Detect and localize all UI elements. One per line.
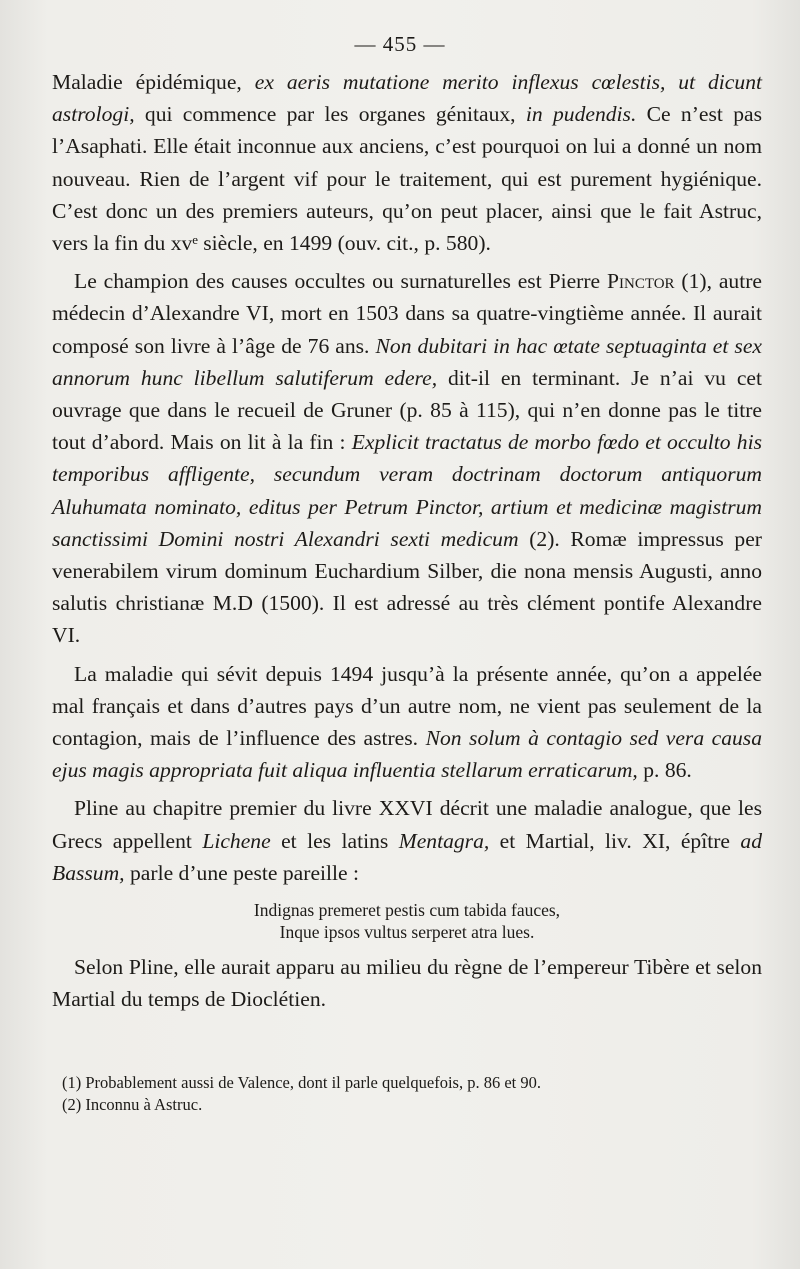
footnotes	[62, 1072, 762, 1116]
footnote-2: (2) Inconnu à Astruc.	[62, 1095, 203, 1114]
italic-text: Non dubitari in hac œtate septuaginta et sex annorum hunc libellum salutiferum edere,	[52, 333, 762, 390]
text-run: et les latins	[270, 828, 399, 853]
paragraph-3	[52, 658, 762, 787]
text-run: p. 86.	[637, 758, 692, 783]
text-run: Maladie épidémique,	[52, 70, 255, 94]
italic-text: in pudendis.	[525, 102, 637, 127]
italic-text: ex aeris mutatione merito inflexus cœlestis, ut dicunt astrologi,	[52, 70, 762, 127]
text-run: Le champion des causes occultes ou surnaturelles est Pierre	[74, 269, 607, 294]
italic-text: Mentagra,	[398, 828, 490, 853]
italic-text: Explicit tractatus de morbo fœdo et occulto his temporibus affligente, secundum veram doctrinam doctorum antiquorum Aluhumata nominato, editus per Petrum Pinctor, artium et medicinæ magistrum sanctissimi Domini nostri Alexandri sexti medicum	[52, 430, 762, 551]
text-run: (1), autre médecin d’Alexandre VI, mort en 1503 dans sa quatre-vingtième année. Il aurait composé son livre à l’âge de 76 ans.	[52, 269, 763, 358]
italic-text: Lichene	[202, 828, 271, 853]
text-run: La maladie qui sévit depuis 1494 jusqu’à la présente année, qu’on a appelée mal français et dans d’autres pays d’un autre nom, ne vient pas seulement de la contagion, mais de l’influence des astres.	[52, 661, 762, 751]
paragraph-5: Selon Pline, elle aurait apparu au milieu du règne de l’empereur Tibère et selon Martial du temps de Dioclétien.	[52, 955, 762, 1012]
paragraph-2	[52, 265, 762, 651]
italic-text: ad Bassum,	[52, 828, 763, 885]
verse-line: Indignas premeret pestis cum tabida fauces,	[253, 900, 561, 921]
verse-line: Inque ipsos vultus serperet atra lues.	[279, 922, 535, 943]
text-run: Ce n’est pas l’Asaphati. Elle était inconnue aux anciens, c’est pourquoi on lui a donné un nom nouveau. Rien de l’argent vif pour le traitement, qui est purement hygiénique. C’est donc un des premiers auteurs, qu’on peut placer, ainsi que le fait Astruc, vers la fin du xvᵉ siècle, en 1499 (ouv. cit., p. 580).	[52, 102, 762, 256]
body-text	[52, 66, 762, 1015]
verse-quotation	[52, 899, 762, 943]
text-run: et Martial, liv. XI, épître	[489, 828, 741, 853]
text-run: Pline au chapitre premier du livre XXVI décrit une maladie analogue, que les Grecs appellent	[52, 796, 762, 853]
author-name: Pinctor	[606, 269, 675, 294]
text-run: (2). Romæ impressus per venerabilem virum dominum Euchardium Silber, die nona mensis Augusti, anno salutis christianæ M.D (1500). Il est adressé au très clément pontife Alexandre VI.	[52, 526, 762, 648]
paragraph-4	[52, 792, 762, 889]
text-run: qui commence par les organes génitaux,	[134, 102, 526, 127]
paragraph-1	[52, 66, 762, 259]
text-run: parle d’une peste pareille :	[124, 860, 360, 885]
italic-text: Non solum à contagio sed vera causa ejus magis appropriata fuit aliqua influentia stellarum erraticarum,	[52, 726, 763, 783]
footnote-1: (1) Probablement aussi de Valence, dont il parle quelquefois, p. 86 et 90.	[62, 1073, 541, 1092]
text-run: dit-il en terminant. Je n’ai vu cet ouvrage que dans le recueil de Gruner (p. 85 à 115), qui n’en donne pas le titre tout d’abord. Mais on lit à la fin :	[52, 365, 762, 455]
page-number: — 455 —	[354, 32, 446, 56]
